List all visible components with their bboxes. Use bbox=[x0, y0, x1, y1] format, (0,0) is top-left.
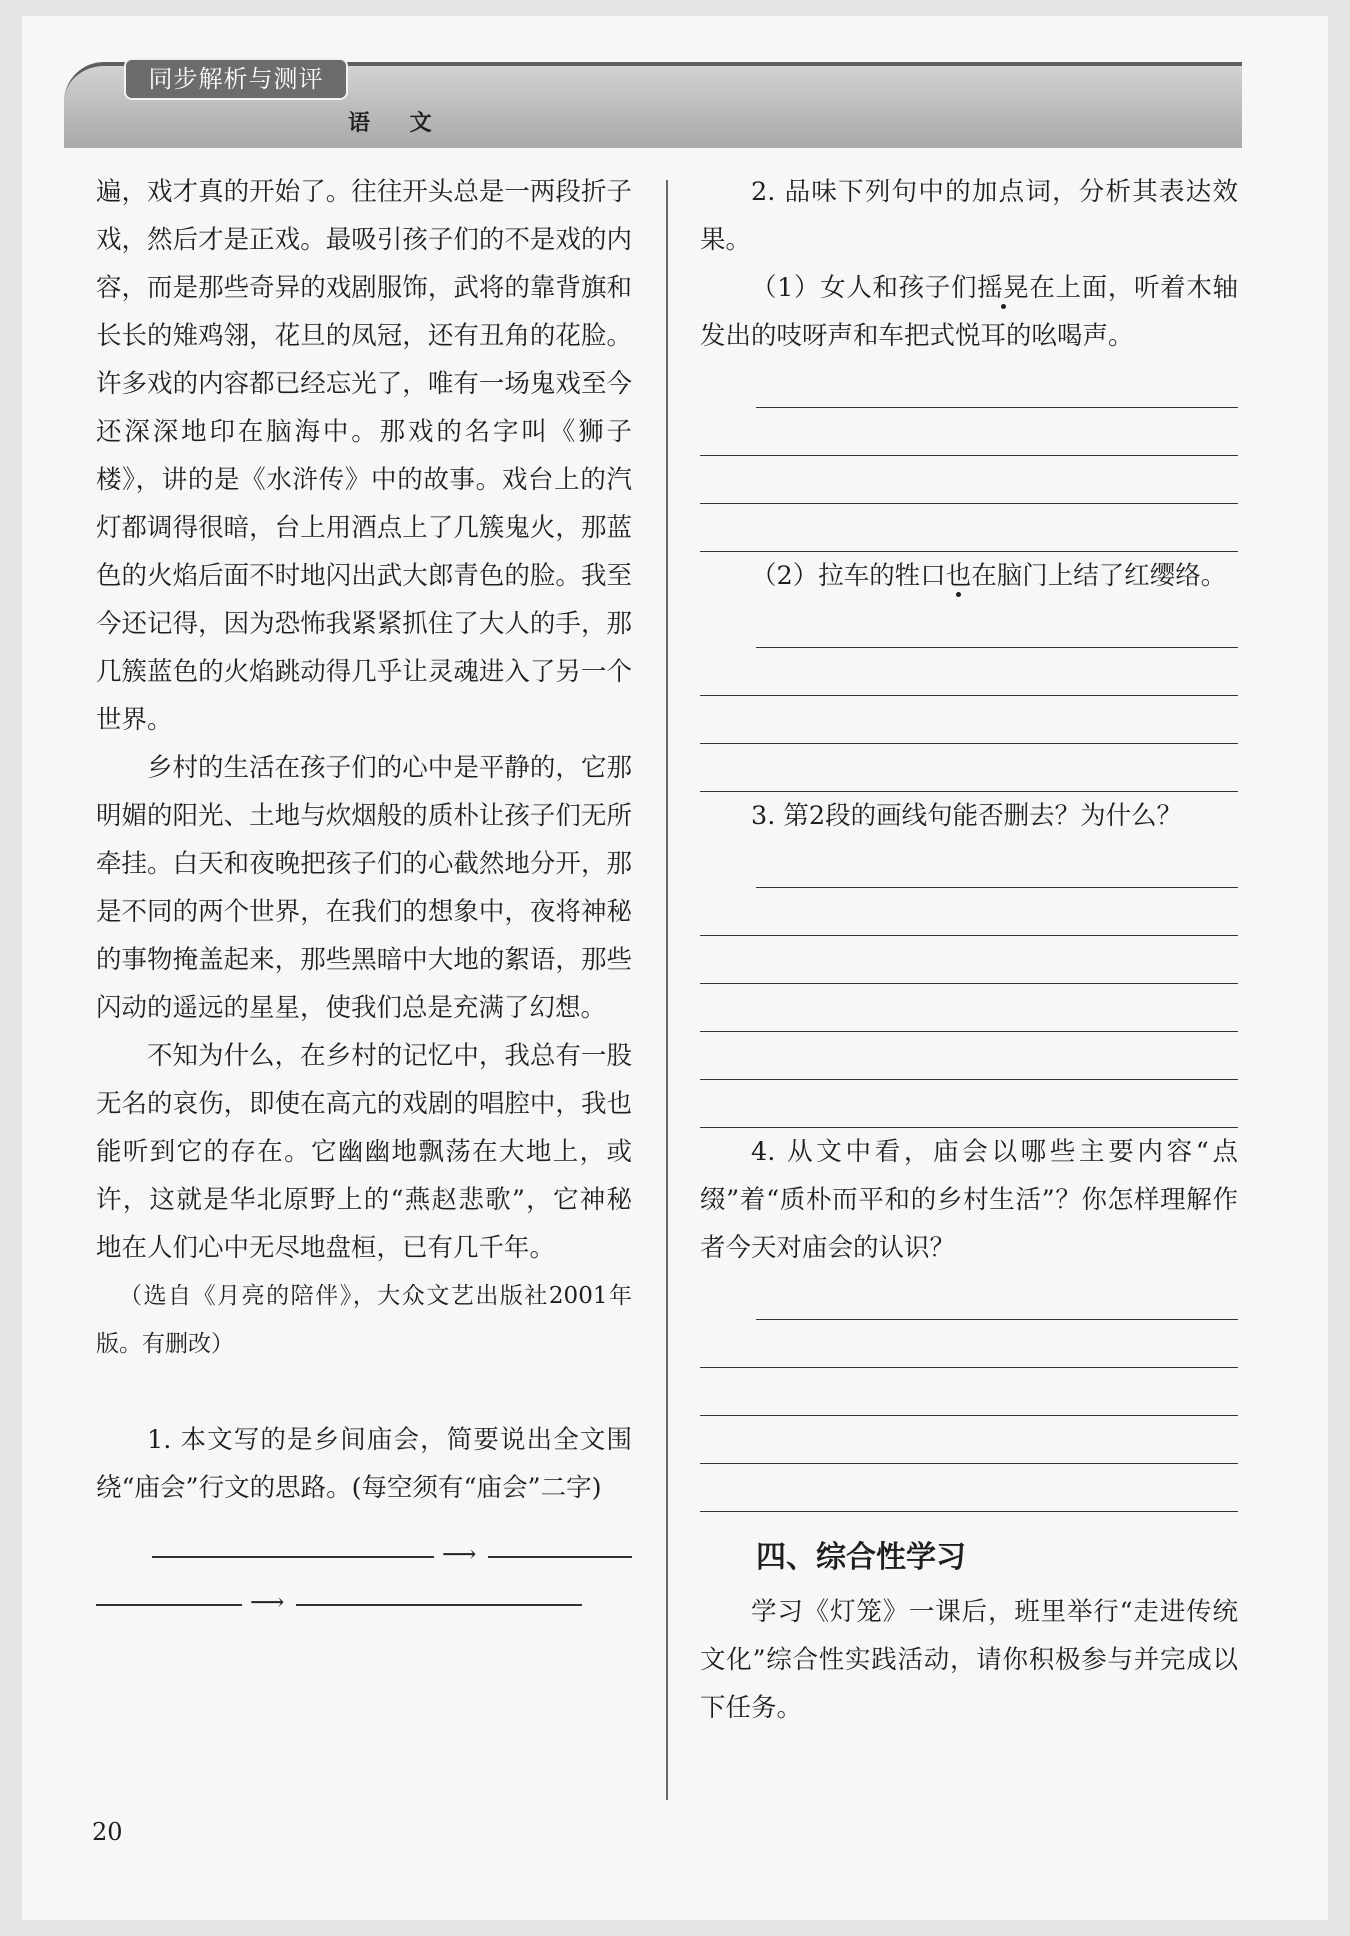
question-1-flow-blanks bbox=[96, 1512, 632, 1616]
answer-line[interactable] bbox=[700, 1032, 1238, 1080]
dotted-word: 摇晃 bbox=[977, 273, 1030, 303]
question-3: 3. 第2段的画线句能否删去？为什么？ bbox=[751, 801, 1183, 831]
left-column bbox=[96, 168, 632, 1616]
section-heading: 四、综合性学习 bbox=[756, 1540, 966, 1575]
paragraph-2: 乡村的生活在孩子们的心中是平静的，它那明媚的阳光、土地与炊烟般的质朴让孩子们无所牵挂。白天和夜晚把孩子们的心截然地分开，那是不同的两个世界，在我们的想象中，夜将神秘的事物掩盖起来，那些黑暗中大地的絮语，那些闪动的遥远的星星，使我们总是充满了幻想。 bbox=[96, 753, 632, 1023]
answer-line[interactable] bbox=[700, 936, 1238, 984]
arrow-right-icon: ⟶ bbox=[442, 1540, 477, 1568]
answer-line[interactable] bbox=[700, 504, 1238, 552]
question-2-2: （2）拉车的牲口也在脑门上结了红缨络。 bbox=[751, 561, 1227, 591]
answer-line[interactable] bbox=[756, 600, 1238, 648]
dotted-word: 也 bbox=[945, 561, 972, 591]
book-title-tab: 同步解析与测评 bbox=[124, 58, 348, 100]
answer-line[interactable] bbox=[700, 1416, 1238, 1464]
paragraph-3: 不知为什么，在乡村的记忆中，我总有一股无名的哀伤，即使在高亢的戏剧的唱腔中，我也能听到它的存在。它幽幽地飘荡在大地上，或许，这就是华北原野上的“燕赵悲歌”，它神秘地在人们心中无尽地盘桓，已有几千年。 bbox=[96, 1041, 632, 1263]
answer-line[interactable] bbox=[700, 1320, 1238, 1368]
answer-line[interactable] bbox=[700, 648, 1238, 696]
answer-line[interactable] bbox=[700, 888, 1238, 936]
right-column bbox=[700, 168, 1238, 1732]
answer-line[interactable] bbox=[700, 1368, 1238, 1416]
answer-line[interactable] bbox=[700, 696, 1238, 744]
answer-line[interactable] bbox=[700, 456, 1238, 504]
question-1: 1. 本文写的是乡间庙会，简要说出全文围绕“庙会”行文的思路。(每空须有“庙会”二字) bbox=[96, 1425, 632, 1503]
answer-line[interactable] bbox=[700, 1080, 1238, 1128]
answer-line[interactable] bbox=[756, 360, 1238, 408]
answer-blank[interactable] bbox=[488, 1556, 632, 1558]
answer-line[interactable] bbox=[700, 1464, 1238, 1512]
answer-line[interactable] bbox=[700, 984, 1238, 1032]
section-intro: 学习《灯笼》一课后，班里举行“走进传统文化”综合性实践活动，请你积极参与并完成以下任务。 bbox=[700, 1597, 1238, 1723]
answer-line[interactable] bbox=[700, 408, 1238, 456]
subject-label: 语 文 bbox=[348, 111, 448, 136]
answer-blank[interactable] bbox=[96, 1604, 242, 1606]
column-divider bbox=[666, 180, 668, 1800]
arrow-right-icon: ⟶ bbox=[250, 1588, 285, 1616]
paragraph-1: 遍，戏才真的开始了。往往开头总是一两段折子戏，然后才是正戏。最吸引孩子们的不是戏的内容，而是那些奇异的戏剧服饰，武将的靠背旗和长长的雉鸡翎，花旦的凤冠，还有丑角的花脸。许多戏的内容都已经忘光了，唯有一场鬼戏至今还深深地印在脑海中。那戏的名字叫《狮子楼》，讲的是《水浒传》中的故事。戏台上的汽灯都调得很暗，台上用酒点上了几簇鬼火，那蓝色的火焰后面不时地闪出武大郎青色的脸。我至今还记得，因为恐怖我紧紧抓住了大人的手，那几簇蓝色的火焰跳动得几乎让灵魂进入了另一个世界。 bbox=[96, 177, 632, 735]
source-citation: （选自《月亮的陪伴》，大众文艺出版社2001年版。有删改） bbox=[96, 1283, 632, 1357]
answer-blank[interactable] bbox=[152, 1556, 434, 1558]
page-number: 20 bbox=[92, 1818, 123, 1846]
question-2-1: （1）女人和孩子们摇晃在上面，听着木轴发出的吱呀声和车把式悦耳的吆喝声。 bbox=[700, 273, 1238, 351]
answer-line[interactable] bbox=[756, 1272, 1238, 1320]
question-4: 4. 从文中看，庙会以哪些主要内容“点缀”着“质朴而平和的乡村生活”？你怎样理解作者今天对庙会的认识？ bbox=[700, 1137, 1238, 1263]
question-2: 2. 品味下列句中的加点词，分析其表达效果。 bbox=[700, 177, 1238, 255]
answer-line[interactable] bbox=[756, 840, 1238, 888]
answer-blank[interactable] bbox=[296, 1604, 582, 1606]
answer-line[interactable] bbox=[700, 744, 1238, 792]
